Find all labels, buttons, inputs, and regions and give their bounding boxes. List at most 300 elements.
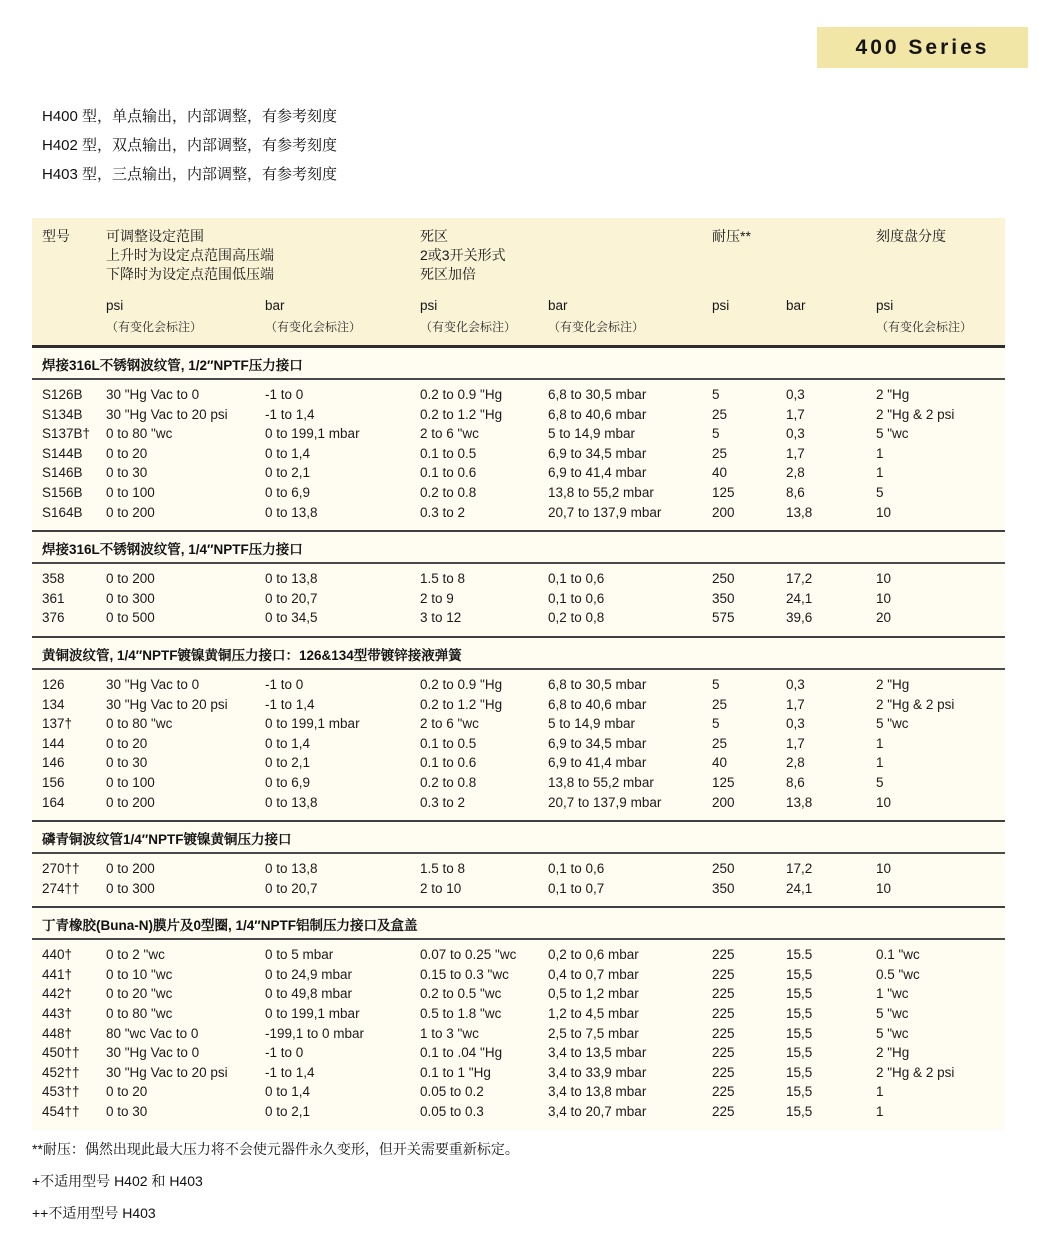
value-cell: 0 to 200 [106,794,155,810]
value-cell: 0 to 24,9 mbar [265,966,353,982]
model-cell: 358 [42,571,65,587]
value-cell: 25 [712,696,728,712]
value-cell: 0 to 199,1 mbar [265,1006,360,1022]
table-header [32,218,1005,345]
value-cell: 15,5 [786,1084,813,1100]
value-cell: 15,5 [786,1006,813,1022]
value-cell: 0.1 to 0.6 [420,755,477,771]
col-header-dial: 刻度盘分度 [876,228,946,244]
value-cell: 15,5 [786,986,813,1002]
unit-note: （有变化会标注） [876,320,973,334]
value-cell: 1,2 to 4,5 mbar [548,1006,639,1022]
value-cell: 15.5 [786,947,813,963]
col-header-model: 型号 [42,228,70,244]
value-cell: 17,2 [786,861,813,877]
value-cell: 225 [712,947,735,963]
value-cell: -1 to 0 [265,1045,304,1061]
table-row [42,695,1005,715]
value-cell: 0.1 to 0.5 [420,445,477,461]
unit-label: psi [876,298,894,313]
value-cell: 0.2 to 0.9 "Hg [420,387,503,402]
value-cell: 1.5 to 8 [420,571,466,587]
value-cell: 30 "Hg Vac to 20 psi [106,696,228,712]
table-row [42,385,1005,405]
value-cell: 1 [876,1104,884,1120]
value-cell: 0 to 199,1 mbar [265,716,360,732]
value-cell: 6,8 to 40,6 mbar [548,696,647,712]
header-units-row [42,298,1005,313]
value-cell: 15,5 [786,1104,813,1120]
value-cell: 5 [876,484,884,500]
range-title-line: 下降时为设定点范围低压端 [106,266,274,282]
table-row [42,424,1005,444]
value-cell: 10 [876,590,892,606]
value-cell: 15,5 [786,1045,813,1061]
value-cell: 0 to 10 "wc [106,966,173,982]
value-cell: 125 [712,774,735,790]
value-cell: 40 [712,755,728,771]
value-cell: 0.5 to 1.8 "wc [420,1006,502,1022]
value-cell: 200 [712,794,735,810]
value-cell: 1,7 [786,445,805,461]
value-cell: 10 [876,504,892,520]
value-cell: 39,6 [786,610,813,626]
value-cell: 0 to 13,8 [265,504,318,520]
value-cell: 0.1 to 0.5 [420,735,477,751]
value-cell: 2 "Hg [876,676,910,692]
model-cell: 452†† [42,1064,80,1080]
table-row [42,773,1005,793]
table-row [42,569,1005,589]
value-cell: 225 [712,1025,735,1041]
unit-note: （有变化会标注） [106,320,203,334]
value-cell: 0,3 [786,716,805,732]
deadband-title-line: 死区加倍 [420,266,476,282]
value-cell: 0 to 200 [106,861,155,877]
table-row [42,1063,1005,1083]
value-cell: 13,8 to 55,2 mbar [548,774,654,790]
value-cell: 0 to 1,4 [265,735,311,751]
model-cell: 361 [42,590,65,606]
value-cell: 0 to 20 [106,1084,148,1100]
value-cell: 350 [712,590,735,606]
value-cell: 0 to 199,1 mbar [265,426,360,442]
value-cell: 5 [712,426,720,442]
value-cell: 0 to 1,4 [265,445,311,461]
value-cell: 0 to 20,7 [265,590,318,606]
value-cell: -1 to 1,4 [265,406,315,422]
value-cell: 80 "wc Vac to 0 [106,1025,199,1041]
model-cell: 134 [42,696,65,712]
value-cell: -1 to 1,4 [265,1064,315,1080]
value-cell: 25 [712,406,728,422]
value-cell: 0 to 200 [106,571,155,587]
value-cell: 20,7 to 137,9 mbar [548,794,662,810]
value-cell: 125 [712,484,735,500]
unit-note: （有变化会标注） [420,320,517,334]
table-row [42,463,1005,483]
value-cell: 25 [712,735,728,751]
value-cell: 13,8 to 55,2 mbar [548,484,654,500]
value-cell: 0,2 to 0,8 [548,610,605,626]
value-cell: 2 "Hg [876,387,910,402]
value-cell: 5 [876,774,884,790]
model-cell: S164B [42,504,83,520]
value-cell: 30 "Hg Vac to 20 psi [106,1064,228,1080]
value-cell: 1 [876,735,884,751]
model-cell: S144B [42,445,83,461]
table-row [42,714,1005,734]
unit-label: psi [420,298,438,313]
value-cell: 6,9 to 41,4 mbar [548,755,647,771]
model-cell: 443† [42,1006,73,1022]
unit-label: psi [712,298,730,313]
value-cell: 2 to 6 "wc [420,716,479,732]
value-cell: 0 to 500 [106,610,155,626]
value-cell: 2,8 [786,755,805,771]
value-cell: 0 to 30 [106,755,148,771]
value-cell: 0,3 [786,426,805,442]
value-cell: 0.05 to 0.2 [420,1084,484,1100]
value-cell: 2 to 10 [420,880,462,896]
value-cell: 0 to 100 [106,774,155,790]
value-cell: 3,4 to 20,7 mbar [548,1104,647,1120]
model-cell: 274†† [42,880,80,896]
table-row [42,1082,1005,1102]
value-cell: 0,4 to 0,7 mbar [548,966,639,982]
model-cell: 137† [42,716,73,732]
value-cell: 0 to 30 [106,465,148,481]
value-cell: 5 [712,387,720,402]
value-cell: 0 to 13,8 [265,794,318,810]
deadband-title-line: 2或3开关形式 [420,247,506,263]
model-cell: S137B† [42,426,91,442]
value-cell: 200 [712,504,735,520]
unit-label: bar [265,298,285,313]
value-cell: -1 to 0 [265,387,304,402]
value-cell: 0 to 2 "wc [106,947,165,963]
model-cell: 126 [42,676,65,692]
unit-note: （有变化会标注） [265,320,362,334]
value-cell: 1 to 3 "wc [420,1025,479,1041]
table-row [42,879,1005,899]
value-cell: 5 "wc [876,426,909,442]
value-cell: 10 [876,794,892,810]
value-cell: 3 to 12 [420,610,462,626]
table-section [32,348,1005,530]
table-row [42,1024,1005,1044]
footnote-dagger: +不适用型号 H402 和 H403 [32,1173,203,1189]
spec-table [32,218,1005,1130]
table-row [42,675,1005,695]
value-cell: 1 "wc [876,986,909,1002]
value-cell: 1 [876,755,884,771]
section-title: 黄铜波纹管, 1/4″NPTF镀镍黄铜压力接口：126&134型带镀锌接液弹簧 [32,638,1005,670]
value-cell: 0.5 "wc [876,966,920,982]
footnote-proof: **耐压：偶然出现此最大压力将不会使元器件永久变形，但开关需要重新标定。 [32,1141,519,1157]
value-cell: 2 to 9 [420,590,454,606]
value-cell: 350 [712,880,735,896]
table-row [42,503,1005,523]
value-cell: 0.3 to 2 [420,504,466,520]
series-badge-label: 400 Series [855,35,990,59]
section-title: 焊接316L不锈钢波纹管, 1/2″NPTF压力接口 [32,348,1005,380]
model-cell: 156 [42,774,65,790]
unit-note: （有变化会标注） [548,320,645,334]
value-cell: 24,1 [786,590,813,606]
value-cell: 30 "Hg Vac to 20 psi [106,406,228,422]
table-row [42,483,1005,503]
value-cell: 0 to 300 [106,590,155,606]
value-cell: 6,9 to 34,5 mbar [548,735,647,751]
value-cell: 1 [876,1084,884,1100]
value-cell: 6,9 to 41,4 mbar [548,465,647,481]
value-cell: 0 to 1,4 [265,1084,311,1100]
value-cell: 5 to 14,9 mbar [548,716,636,732]
footnote-double-dagger: ++不适用型号 H403 [32,1205,156,1221]
value-cell: 0,3 [786,676,805,692]
value-cell: 575 [712,610,735,626]
value-cell: 40 [712,465,728,481]
value-cell: 6,8 to 30,5 mbar [548,387,647,402]
table-row [42,608,1005,628]
table-row [42,1102,1005,1122]
deadband-title-line: 死区 [420,228,448,244]
intro-line-h400: H400 型，单点输出，内部调整，有参考刻度 [42,108,338,125]
value-cell: -199,1 to 0 mbar [265,1025,365,1041]
value-cell: -1 to 1,4 [265,696,315,712]
col-header-deadband [420,227,712,284]
series-badge [817,27,1028,68]
value-cell: 0.3 to 2 [420,794,466,810]
value-cell: 225 [712,986,735,1002]
model-cell: 442† [42,986,73,1002]
value-cell: 0.1 "wc [876,947,920,963]
value-cell: 15,5 [786,1064,813,1080]
value-cell: 225 [712,1045,735,1061]
value-cell: 0,5 to 1,2 mbar [548,986,639,1002]
value-cell: 0.07 to 0.25 "wc [420,947,517,963]
value-cell: 1,7 [786,735,805,751]
value-cell: 0 to 80 "wc [106,1006,173,1022]
section-rows [32,380,1005,530]
value-cell: 2 "Hg [876,1045,910,1061]
range-title-line: 上升时为设定点范围高压端 [106,247,274,263]
value-cell: 0,2 to 0,6 mbar [548,947,639,963]
model-cell: 441† [42,966,73,982]
value-cell: 225 [712,1064,735,1080]
model-cell: 270†† [42,861,80,877]
table-row [42,793,1005,813]
table-row [42,405,1005,425]
table-row [42,965,1005,985]
value-cell: 6,9 to 34,5 mbar [548,445,647,461]
unit-label: psi [106,298,124,313]
model-cell: 450†† [42,1045,80,1061]
value-cell: 0,3 [786,387,805,402]
value-cell: 0 to 2,1 [265,1104,311,1120]
value-cell: 10 [876,571,892,587]
value-cell: 5 [712,716,720,732]
value-cell: 5 "wc [876,1025,909,1041]
unit-label: bar [548,298,568,313]
value-cell: 3,4 to 33,9 mbar [548,1064,647,1080]
model-cell: 164 [42,794,65,810]
intro-line-h402: H402 型，双点输出，内部调整，有参考刻度 [42,137,338,154]
value-cell: 0 to 80 "wc [106,426,173,442]
model-cell: 146 [42,755,65,771]
value-cell: 13,8 [786,794,813,810]
col-header-proof: 耐压** [712,228,751,244]
model-cell: S126B [42,387,83,402]
value-cell: 250 [712,571,735,587]
value-cell: 17,2 [786,571,813,587]
value-cell: 2,5 to 7,5 mbar [548,1025,639,1041]
value-cell: 0.2 to 0.8 [420,774,477,790]
value-cell: 3,4 to 13,8 mbar [548,1084,647,1100]
value-cell: 0 to 5 mbar [265,947,334,963]
unit-label: bar [786,298,806,313]
section-rows [32,670,1005,820]
value-cell: 0.2 to 1.2 "Hg [420,696,503,712]
value-cell: 2 "Hg & 2 psi [876,1064,955,1080]
value-cell: 0.2 to 0.5 "wc [420,986,502,1002]
table-row [42,1043,1005,1063]
model-cell: S134B [42,406,83,422]
value-cell: 20,7 to 137,9 mbar [548,504,662,520]
section-rows [32,564,1005,636]
value-cell: 0.1 to .04 "Hg [420,1045,503,1061]
value-cell: 6,8 to 40,6 mbar [548,406,647,422]
table-row [42,984,1005,1004]
value-cell: 10 [876,861,892,877]
table-row [42,734,1005,754]
value-cell: 0 to 13,8 [265,571,318,587]
value-cell: 225 [712,966,735,982]
value-cell: 15,5 [786,966,813,982]
header-notes-row [42,318,1005,335]
value-cell: 30 "Hg Vac to 0 [106,387,200,402]
table-section [32,820,1005,906]
value-cell: 0 to 20 [106,735,148,751]
value-cell: 2,8 [786,465,805,481]
value-cell: 0 to 2,1 [265,755,311,771]
section-title: 丁青橡胶(Buna-N)膜片及0型圈, 1/4″NPTF铝制压力接口及盒盖 [32,908,1005,940]
value-cell: -1 to 0 [265,676,304,692]
value-cell: 30 "Hg Vac to 0 [106,1045,200,1061]
model-cell: 453†† [42,1084,80,1100]
table-row [42,444,1005,464]
value-cell: 0.15 to 0.3 "wc [420,966,509,982]
table-row [42,945,1005,965]
value-cell: 0,1 to 0,7 [548,880,605,896]
value-cell: 5 "wc [876,1006,909,1022]
value-cell: 25 [712,445,728,461]
value-cell: 225 [712,1104,735,1120]
value-cell: 20 [876,610,892,626]
section-title: 磷青铜波纹管1/4″NPTF镀镍黄铜压力接口 [32,822,1005,854]
value-cell: 0 to 200 [106,504,155,520]
table-row [42,859,1005,879]
value-cell: 1.5 to 8 [420,861,466,877]
value-cell: 1,7 [786,696,805,712]
col-header-range [106,227,420,284]
value-cell: 0 to 20 [106,445,148,461]
value-cell: 6,8 to 30,5 mbar [548,676,647,692]
value-cell: 2 "Hg & 2 psi [876,406,955,422]
value-cell: 0.1 to 1 "Hg [420,1064,491,1080]
value-cell: 0 to 49,8 mbar [265,986,353,1002]
header-titles [42,227,1005,284]
value-cell: 5 [712,676,720,692]
section-rows [32,940,1005,1129]
value-cell: 0 to 6,9 [265,774,311,790]
intro-line-h403: H403 型，三点输出，内部调整，有参考刻度 [42,166,338,183]
value-cell: 0 to 80 "wc [106,716,173,732]
value-cell: 0 to 20,7 [265,880,318,896]
value-cell: 2 to 6 "wc [420,426,479,442]
value-cell: 1 [876,465,884,481]
value-cell: 250 [712,861,735,877]
value-cell: 0.2 to 1.2 "Hg [420,406,503,422]
value-cell: 1,7 [786,406,805,422]
model-cell: 144 [42,735,65,751]
model-cell: 454†† [42,1104,80,1120]
value-cell: 0.1 to 0.6 [420,465,477,481]
value-cell: 0,1 to 0,6 [548,590,605,606]
value-cell: 5 to 14,9 mbar [548,426,636,442]
model-cell: 440† [42,947,73,963]
value-cell: 24,1 [786,880,813,896]
value-cell: 8,6 [786,484,805,500]
value-cell: 8,6 [786,774,805,790]
value-cell: 0.05 to 0.3 [420,1104,484,1120]
value-cell: 0 to 2,1 [265,465,311,481]
value-cell: 13,8 [786,504,813,520]
table-section [32,636,1005,820]
value-cell: 5 "wc [876,716,909,732]
footnotes [32,1140,519,1236]
value-cell: 0 to 13,8 [265,861,318,877]
model-cell: 376 [42,610,65,626]
value-cell: 2 "Hg & 2 psi [876,696,955,712]
value-cell: 0.2 to 0.9 "Hg [420,676,503,692]
value-cell: 0 to 34,5 [265,610,318,626]
range-title-line: 可调整设定范围 [106,228,204,244]
value-cell: 1 [876,445,884,461]
value-cell: 0 to 30 [106,1104,148,1120]
value-cell: 10 [876,880,892,896]
value-cell: 225 [712,1084,735,1100]
value-cell: 0 to 100 [106,484,155,500]
value-cell: 15,5 [786,1025,813,1041]
table-row [42,589,1005,609]
value-cell: 0,1 to 0,6 [548,861,605,877]
section-rows [32,854,1005,906]
table-section [32,906,1005,1129]
table-body [32,345,1005,1130]
value-cell: 3,4 to 13,5 mbar [548,1045,647,1061]
value-cell: 0 to 300 [106,880,155,896]
table-row [42,753,1005,773]
table-row [42,1004,1005,1024]
section-title: 焊接316L不锈钢波纹管, 1/4″NPTF压力接口 [32,532,1005,564]
value-cell: 225 [712,1006,735,1022]
value-cell: 0,1 to 0,6 [548,571,605,587]
table-section [32,530,1005,636]
model-cell: 448† [42,1025,73,1041]
value-cell: 30 "Hg Vac to 0 [106,676,200,692]
